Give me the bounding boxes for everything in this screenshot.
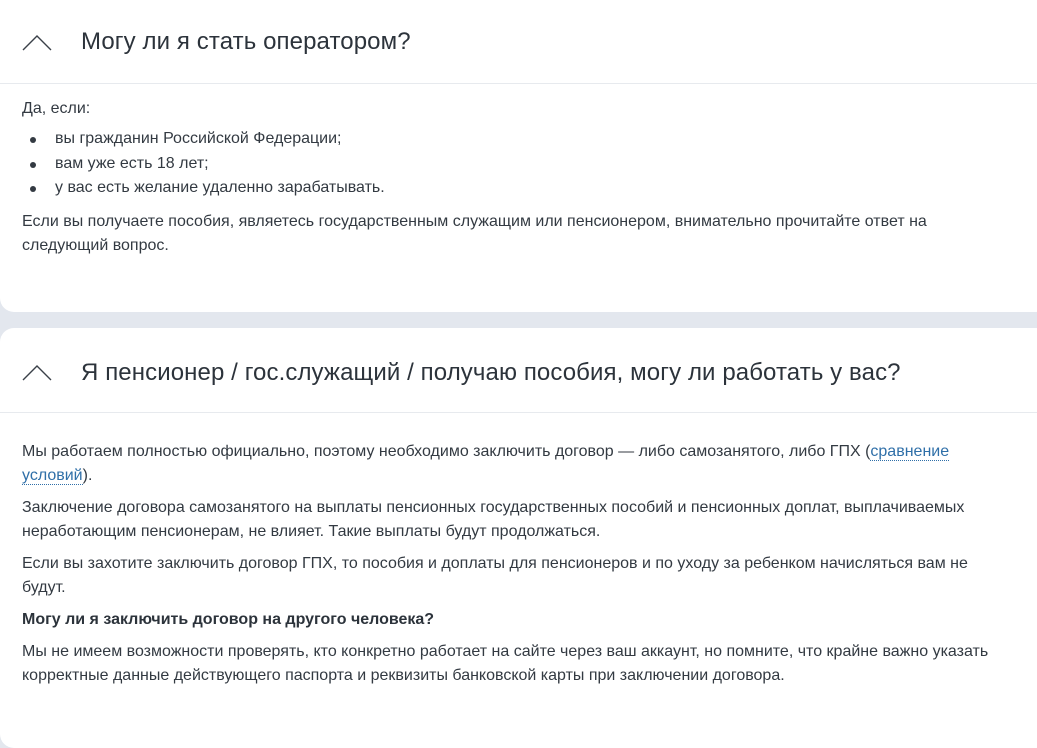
answer-intro: Да, если: (22, 100, 91, 117)
faq-item-2 (0, 328, 1037, 748)
subheading-text: Могу ли я заключить договор на другого человека? (22, 611, 435, 628)
answer-paragraph (22, 440, 1014, 488)
faq-item-2-title: Я пенсионер / гос.служащий / получаю пособия, могу ли работать у вас? (81, 359, 901, 386)
list-item: вы гражданин Российской Федерации; (55, 127, 1028, 152)
faq-item-2-header[interactable] (0, 328, 1037, 413)
faq-item-1-answer (0, 84, 1037, 258)
chevron-up-icon[interactable] (22, 34, 52, 52)
chevron-up-icon[interactable] (22, 364, 52, 382)
answer-text: Мы работаем полностью официально, поэтому необходимо заключить договор — либо самозанятого, либо ГПХ ( (22, 443, 871, 460)
list-item: у вас есть желание удаленно зарабатывать. (55, 176, 1028, 201)
answer-paragraph: Если вы захотите заключить договор ГПХ, то пособия и доплаты для пенсионеров и по уходу за ребенком начисляться вам не будут. (22, 555, 968, 596)
conditions-list (22, 127, 1028, 201)
answer-paragraph: Мы не имеем возможности проверять, кто конкретно работает на сайте через ваш аккаунт, но помните, что крайне важно указать корректные данные действующего паспорта и реквизиты банковской карты при заключении договора. (22, 643, 989, 684)
faq-item-1-header[interactable] (0, 0, 1037, 84)
list-item: вам уже есть 18 лет; (55, 152, 1028, 177)
answer-note: Если вы получаете пособия, являетесь государственным служащим или пенсионером, внимательно прочитайте ответ на следующий вопрос. (22, 212, 927, 254)
faq-item-2-answer (0, 413, 1037, 688)
answer-subheading (22, 608, 1014, 632)
answer-paragraph: Заключение договора самозанятого на выплаты пенсионных государственных пособий и пенсионных доплат, выплачиваемых неработающим пенсионерам, не влияет. Такие выплаты будут продолжаться. (22, 499, 965, 540)
answer-text: ). (82, 467, 93, 484)
comparison-link[interactable]: сравнение условий (22, 443, 950, 484)
faq-item-1-title: Могу ли я стать оператором? (81, 28, 411, 55)
faq-item-1 (0, 0, 1037, 312)
